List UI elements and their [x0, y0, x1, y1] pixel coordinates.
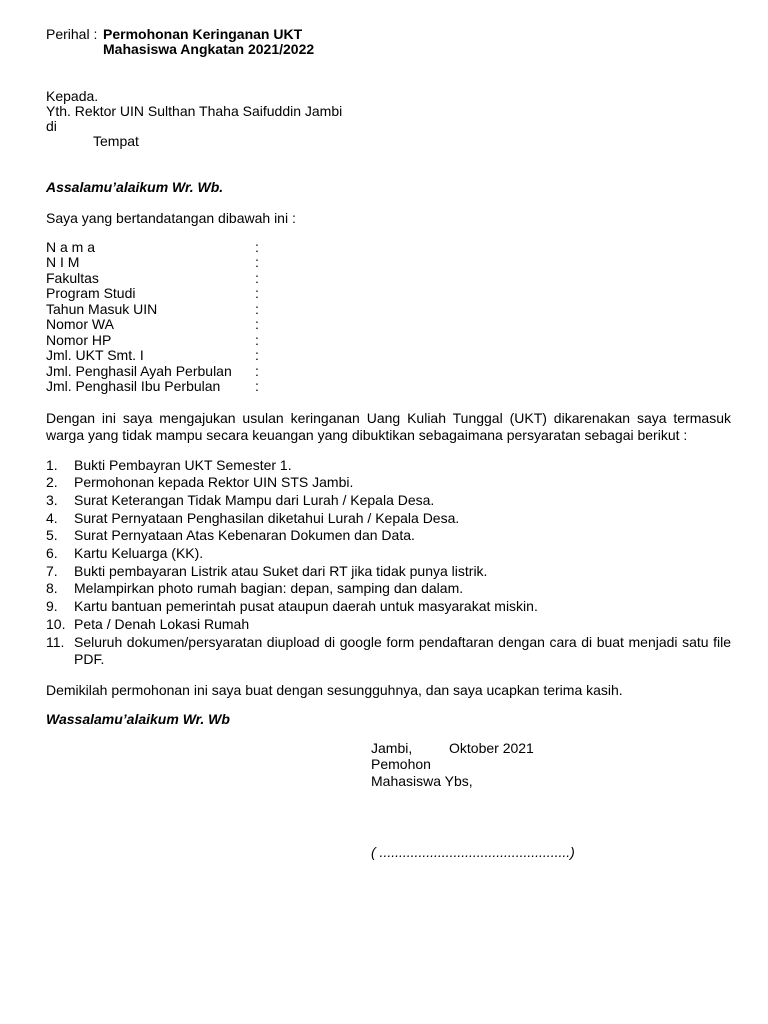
field-label-nomor-wa: Nomor WA: [46, 316, 114, 332]
subject-label: Perihal :: [46, 26, 98, 42]
field-label-penghasil-ayah: Jml. Penghasil Ayah Perbulan: [46, 363, 232, 379]
field-colon: :: [255, 363, 259, 379]
recipient-kepada: Kepada.: [46, 88, 99, 104]
field-label-fakultas: Fakultas: [46, 270, 99, 286]
list-item-number: 10.: [46, 616, 66, 632]
list-item-number: 1.: [46, 457, 58, 473]
list-item: Bukti Pembayran UKT Semester 1.: [74, 457, 292, 473]
list-item: Melampirkan photo rumah bagian: depan, samping dan dalam.: [74, 580, 464, 596]
list-item-number: 3.: [46, 492, 58, 508]
field-colon: :: [255, 239, 259, 255]
list-item-number: 5.: [46, 527, 58, 543]
recipient-place: Tempat: [93, 133, 139, 149]
signature-role: Pemohon: [371, 756, 431, 772]
field-colon: :: [255, 332, 259, 348]
field-label-jml-ukt: Jml. UKT Smt. I: [46, 347, 144, 363]
request-paragraph: Dengan ini saya mengajukan usulan keringanan Uang Kuliah Tunggal (UKT) dikarenakan saya termasuk warga yang tidak mampu secara keuangan yang dibuktikan sebagaimana persyaratan sebagai berikut :: [46, 410, 731, 443]
list-item: Kartu bantuan pemerintah pusat ataupun daerah untuk masyarakat miskin.: [74, 598, 538, 614]
field-label-nomor-hp: Nomor HP: [46, 332, 112, 348]
list-item: Seluruh dokumen/persyaratan diupload di google form pendaftaran dengan cara di buat menjadi satu file PDF.: [74, 634, 731, 667]
list-item: Kartu Keluarga (KK).: [74, 545, 204, 561]
field-colon: :: [255, 285, 259, 301]
closing-greeting: Wassalamu’alaikum Wr. Wb: [46, 711, 230, 727]
list-item-number: 7.: [46, 563, 58, 579]
field-colon: :: [255, 378, 259, 394]
recipient-di: di: [46, 118, 57, 134]
signature-role-detail: Mahasiswa Ybs,: [371, 773, 473, 789]
greeting: Assalamu’alaikum Wr. Wb.: [46, 179, 224, 195]
closing-paragraph: Demikilah permohonan ini saya buat dengan sesungguhnya, dan saya ucapkan terima kasih.: [46, 682, 623, 698]
list-item: Surat Pernyataan Atas Kebenaran Dokumen dan Data.: [74, 527, 415, 543]
signature-name-line: ( .................................................): [371, 844, 575, 860]
field-label-tahun-masuk: Tahun Masuk UIN: [46, 301, 158, 317]
signature-date: Oktober 2021: [449, 740, 534, 756]
list-item-number: 2.: [46, 474, 58, 490]
intro-text: Saya yang bertandatangan dibawah ini :: [46, 210, 296, 226]
list-item: Bukti pembayaran Listrik atau Suket dari RT jika tidak punya listrik.: [74, 563, 488, 579]
field-colon: :: [255, 301, 259, 317]
recipient-name: Yth. Rektor UIN Sulthan Thaha Saifuddin Jambi: [46, 103, 343, 119]
signature-city: Jambi,: [371, 740, 413, 756]
list-item: Surat Keterangan Tidak Mampu dari Lurah / Kepala Desa.: [74, 492, 435, 508]
field-colon: :: [255, 347, 259, 363]
subject-line-2: Mahasiswa Angkatan 2021/2022: [103, 41, 315, 57]
list-item: Surat Pernyataan Penghasilan diketahui Lurah / Kepala Desa.: [74, 510, 460, 526]
field-label-nama: N a m a: [46, 239, 96, 255]
field-label-nim: N I M: [46, 254, 80, 270]
list-item-number: 6.: [46, 545, 58, 561]
list-item-number: 9.: [46, 598, 58, 614]
list-item: Permohonan kepada Rektor UIN STS Jambi.: [74, 474, 354, 490]
list-item-number: 11.: [46, 634, 65, 650]
field-colon: :: [255, 254, 259, 270]
list-item-number: 8.: [46, 580, 58, 596]
list-item: Peta / Denah Lokasi Rumah: [74, 616, 250, 632]
field-colon: :: [255, 316, 259, 332]
field-label-penghasil-ibu: Jml. Penghasil Ibu Perbulan: [46, 378, 221, 394]
field-colon: :: [255, 270, 259, 286]
list-item-number: 4.: [46, 510, 58, 526]
field-label-program-studi: Program Studi: [46, 285, 136, 301]
subject-line-1: Permohonan Keringanan UKT: [103, 26, 303, 42]
